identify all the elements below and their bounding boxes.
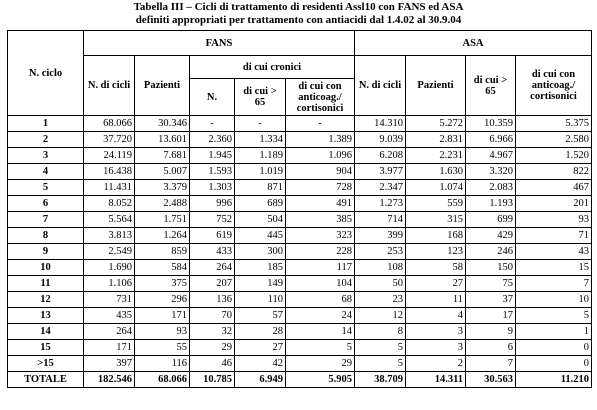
table-cell: 315 [406,212,466,228]
table-cell: 6.208 [355,148,406,164]
table-cell: 58 [406,260,466,276]
table-cell: 1.096 [286,148,355,164]
table-cell: 168 [406,228,466,244]
table-cell: 6 [466,340,516,356]
table-cell: 14.311 [406,372,466,388]
table-cell: 75 [466,276,516,292]
cell-ciclo: >15 [8,356,84,372]
table-cell: 1 [516,324,592,340]
table-cell: 15 [516,260,592,276]
cell-ciclo: 5 [8,180,84,196]
header-asa: ASA [355,31,592,56]
table-cell: 5 [286,340,355,356]
table-cell: 3.977 [355,164,406,180]
table-cell: 445 [235,228,286,244]
table-cell: 859 [135,244,190,260]
header-asa-anticoag: di cui con anticoag./ cortisonici [516,56,592,116]
table-cell: 171 [84,340,135,356]
table-cell: 201 [516,196,592,212]
table-cell: 3.379 [135,180,190,196]
table-cell: 5 [355,356,406,372]
cell-ciclo: 3 [8,148,84,164]
table-cell: 375 [135,276,190,292]
table-row [8,244,592,260]
table-body [8,116,592,388]
table-cell: 5.007 [135,164,190,180]
table-cell: 253 [355,244,406,260]
table-cell: 136 [190,292,235,308]
table-cell: 29 [286,356,355,372]
table-cell: 2.831 [406,132,466,148]
table-cell: 8.052 [84,196,135,212]
table-cell: 2.549 [84,244,135,260]
table-cell: 16.438 [84,164,135,180]
table-cell: 3.813 [84,228,135,244]
table-cell: 4.967 [466,148,516,164]
table-cell: 43 [516,244,592,260]
table-cell: 1.751 [135,212,190,228]
table-row [8,324,592,340]
table-cell: 2.231 [406,148,466,164]
cell-ciclo: 1 [8,116,84,132]
table-cell: 57 [235,308,286,324]
table-cell: 38.709 [355,372,406,388]
table-cell: 24 [286,308,355,324]
table-cell: 108 [355,260,406,276]
table-cell: 1.945 [190,148,235,164]
table-cell: 904 [286,164,355,180]
table-row [8,228,592,244]
table-cell: 689 [235,196,286,212]
cell-ciclo: 6 [8,196,84,212]
table-cell: 385 [286,212,355,228]
table-cell: 37 [466,292,516,308]
table-cell: 731 [84,292,135,308]
table-cell: 822 [516,164,592,180]
header-di-cui-cronici: di cui cronici [190,56,355,79]
table-cell: 1.303 [190,180,235,196]
table-cell: 397 [84,356,135,372]
table-cell: 996 [190,196,235,212]
header-fans-n: N. [190,79,235,116]
table-cell: 50 [355,276,406,292]
cell-ciclo: 14 [8,324,84,340]
table-cell: 429 [466,228,516,244]
table-cell: 68.066 [135,372,190,388]
table-row [8,132,592,148]
table-cell: 1.630 [406,164,466,180]
table-cell: 117 [286,260,355,276]
table-cell: 2.580 [516,132,592,148]
table-cell: 4 [406,308,466,324]
table-cell: 17 [466,308,516,324]
table-cell: 8 [355,324,406,340]
cell-ciclo: 8 [8,228,84,244]
table-cell: 1.334 [235,132,286,148]
table-cell: 182.546 [84,372,135,388]
table-cell: 71 [516,228,592,244]
table-cell: 10.359 [466,116,516,132]
table-cell: - [190,116,235,132]
table-row [8,148,592,164]
table-cell: 0 [516,356,592,372]
header-asa-over65: di cui > 65 [466,56,516,116]
header-fans-over65: di cui > 65 [235,79,286,116]
table-cell: 264 [84,324,135,340]
header-fans: FANS [84,31,355,56]
table-cell: 93 [516,212,592,228]
header-n-ciclo: N. ciclo [8,31,84,116]
data-table [7,30,592,388]
table-cell: 619 [190,228,235,244]
table-cell: 1.189 [235,148,286,164]
table-row [8,164,592,180]
table-cell: 11.210 [516,372,592,388]
table-cell: 70 [190,308,235,324]
table-cell: 714 [355,212,406,228]
table-cell: 6.966 [466,132,516,148]
table-cell: 504 [235,212,286,228]
table-cell: 68 [286,292,355,308]
table-row [8,356,592,372]
table-cell: 12 [355,308,406,324]
table-cell: 1.193 [466,196,516,212]
table-cell: 42 [235,356,286,372]
table-cell: 1.019 [235,164,286,180]
table-cell: - [286,116,355,132]
header-fans-n-cicli: N. di cicli [84,56,135,116]
table-cell: 2.083 [466,180,516,196]
table-cell: 37.720 [84,132,135,148]
table-cell: 28 [235,324,286,340]
table-cell: 14.310 [355,116,406,132]
table-cell: - [235,116,286,132]
table-cell: 3.320 [466,164,516,180]
title-line-1: Tabella III – Cicli di trattamento di residenti Assl10 con FANS ed ASA [133,1,464,13]
table-cell: 30.346 [135,116,190,132]
table-title [0,0,597,27]
table-cell: 27 [235,340,286,356]
table-row [8,212,592,228]
table-cell: 584 [135,260,190,276]
table-cell: 149 [235,276,286,292]
title-line-2: definiti appropriati per trattamento con antiacidi dal 1.4.02 al 30.9.04 [135,14,462,26]
table-cell: 728 [286,180,355,196]
table-cell: 5.272 [406,116,466,132]
table-row [8,308,592,324]
table-cell: 10 [516,292,592,308]
cell-ciclo: 13 [8,308,84,324]
table-cell: 435 [84,308,135,324]
table-cell: 399 [355,228,406,244]
table-cell: 752 [190,212,235,228]
cell-ciclo: 9 [8,244,84,260]
header-asa-pazienti: Pazienti [406,56,466,116]
cell-ciclo: 7 [8,212,84,228]
table-cell: 433 [190,244,235,260]
table-cell: 207 [190,276,235,292]
table-cell: 9 [466,324,516,340]
table-cell: 491 [286,196,355,212]
table-cell: 5 [516,308,592,324]
table-row [8,180,592,196]
cell-ciclo: 12 [8,292,84,308]
table-cell: 14 [286,324,355,340]
table-cell: 5.375 [516,116,592,132]
table-cell: 46 [190,356,235,372]
table-cell: 110 [235,292,286,308]
table-cell: 93 [135,324,190,340]
table-cell: 32 [190,324,235,340]
table-row [8,260,592,276]
table-cell: 5.905 [286,372,355,388]
cell-ciclo: 11 [8,276,84,292]
table-cell: 2 [406,356,466,372]
table-cell: 467 [516,180,592,196]
table-cell: 3 [406,340,466,356]
header-fans-anticoag: di cui con anticoag./ cortisonici [286,79,355,116]
table-row [8,340,592,356]
total-row [8,372,592,388]
table-cell: 11.431 [84,180,135,196]
table-cell: 0 [516,340,592,356]
table-row [8,196,592,212]
table-cell: 1.593 [190,164,235,180]
table-cell: 10.785 [190,372,235,388]
table-row [8,116,592,132]
table-cell: 1.074 [406,180,466,196]
table-cell: 296 [135,292,190,308]
table-cell: 3 [406,324,466,340]
table-cell: 6.949 [235,372,286,388]
table-cell: 104 [286,276,355,292]
table-row [8,276,592,292]
table-cell: 7 [466,356,516,372]
table-cell: 7 [516,276,592,292]
table-cell: 24.119 [84,148,135,164]
table-cell: 2.360 [190,132,235,148]
table-cell: 7.681 [135,148,190,164]
table-cell: 228 [286,244,355,260]
table-cell: 30.563 [466,372,516,388]
table-cell: 1.264 [135,228,190,244]
table-cell: 2.347 [355,180,406,196]
header-asa-n-cicli: N. di cicli [355,56,406,116]
table-cell: 1.520 [516,148,592,164]
cell-ciclo: 10 [8,260,84,276]
table-cell: 559 [406,196,466,212]
table-cell: 185 [235,260,286,276]
table-cell: 11 [406,292,466,308]
table-cell: 264 [190,260,235,276]
table-cell: 699 [466,212,516,228]
table-cell: 2.488 [135,196,190,212]
table-cell: 116 [135,356,190,372]
table-cell: 246 [466,244,516,260]
table-cell: 1.389 [286,132,355,148]
table-cell: 9.039 [355,132,406,148]
table-cell: 171 [135,308,190,324]
table-cell: 123 [406,244,466,260]
table-cell: 150 [466,260,516,276]
table-cell: 300 [235,244,286,260]
table-cell: 5.564 [84,212,135,228]
table-cell: 5 [355,340,406,356]
table-cell: 871 [235,180,286,196]
header-fans-pazienti: Pazienti [135,56,190,116]
table-cell: 13.601 [135,132,190,148]
cell-ciclo: 4 [8,164,84,180]
table-cell: 323 [286,228,355,244]
table-cell: 27 [406,276,466,292]
cell-ciclo: 15 [8,340,84,356]
table-cell: 1.273 [355,196,406,212]
table-cell: 1.106 [84,276,135,292]
table-cell: 1.690 [84,260,135,276]
table-cell: 29 [190,340,235,356]
table-cell: 68.066 [84,116,135,132]
table-cell: 55 [135,340,190,356]
cell-ciclo: TOTALE [8,372,84,388]
table-cell: 23 [355,292,406,308]
cell-ciclo: 2 [8,132,84,148]
table-row [8,292,592,308]
